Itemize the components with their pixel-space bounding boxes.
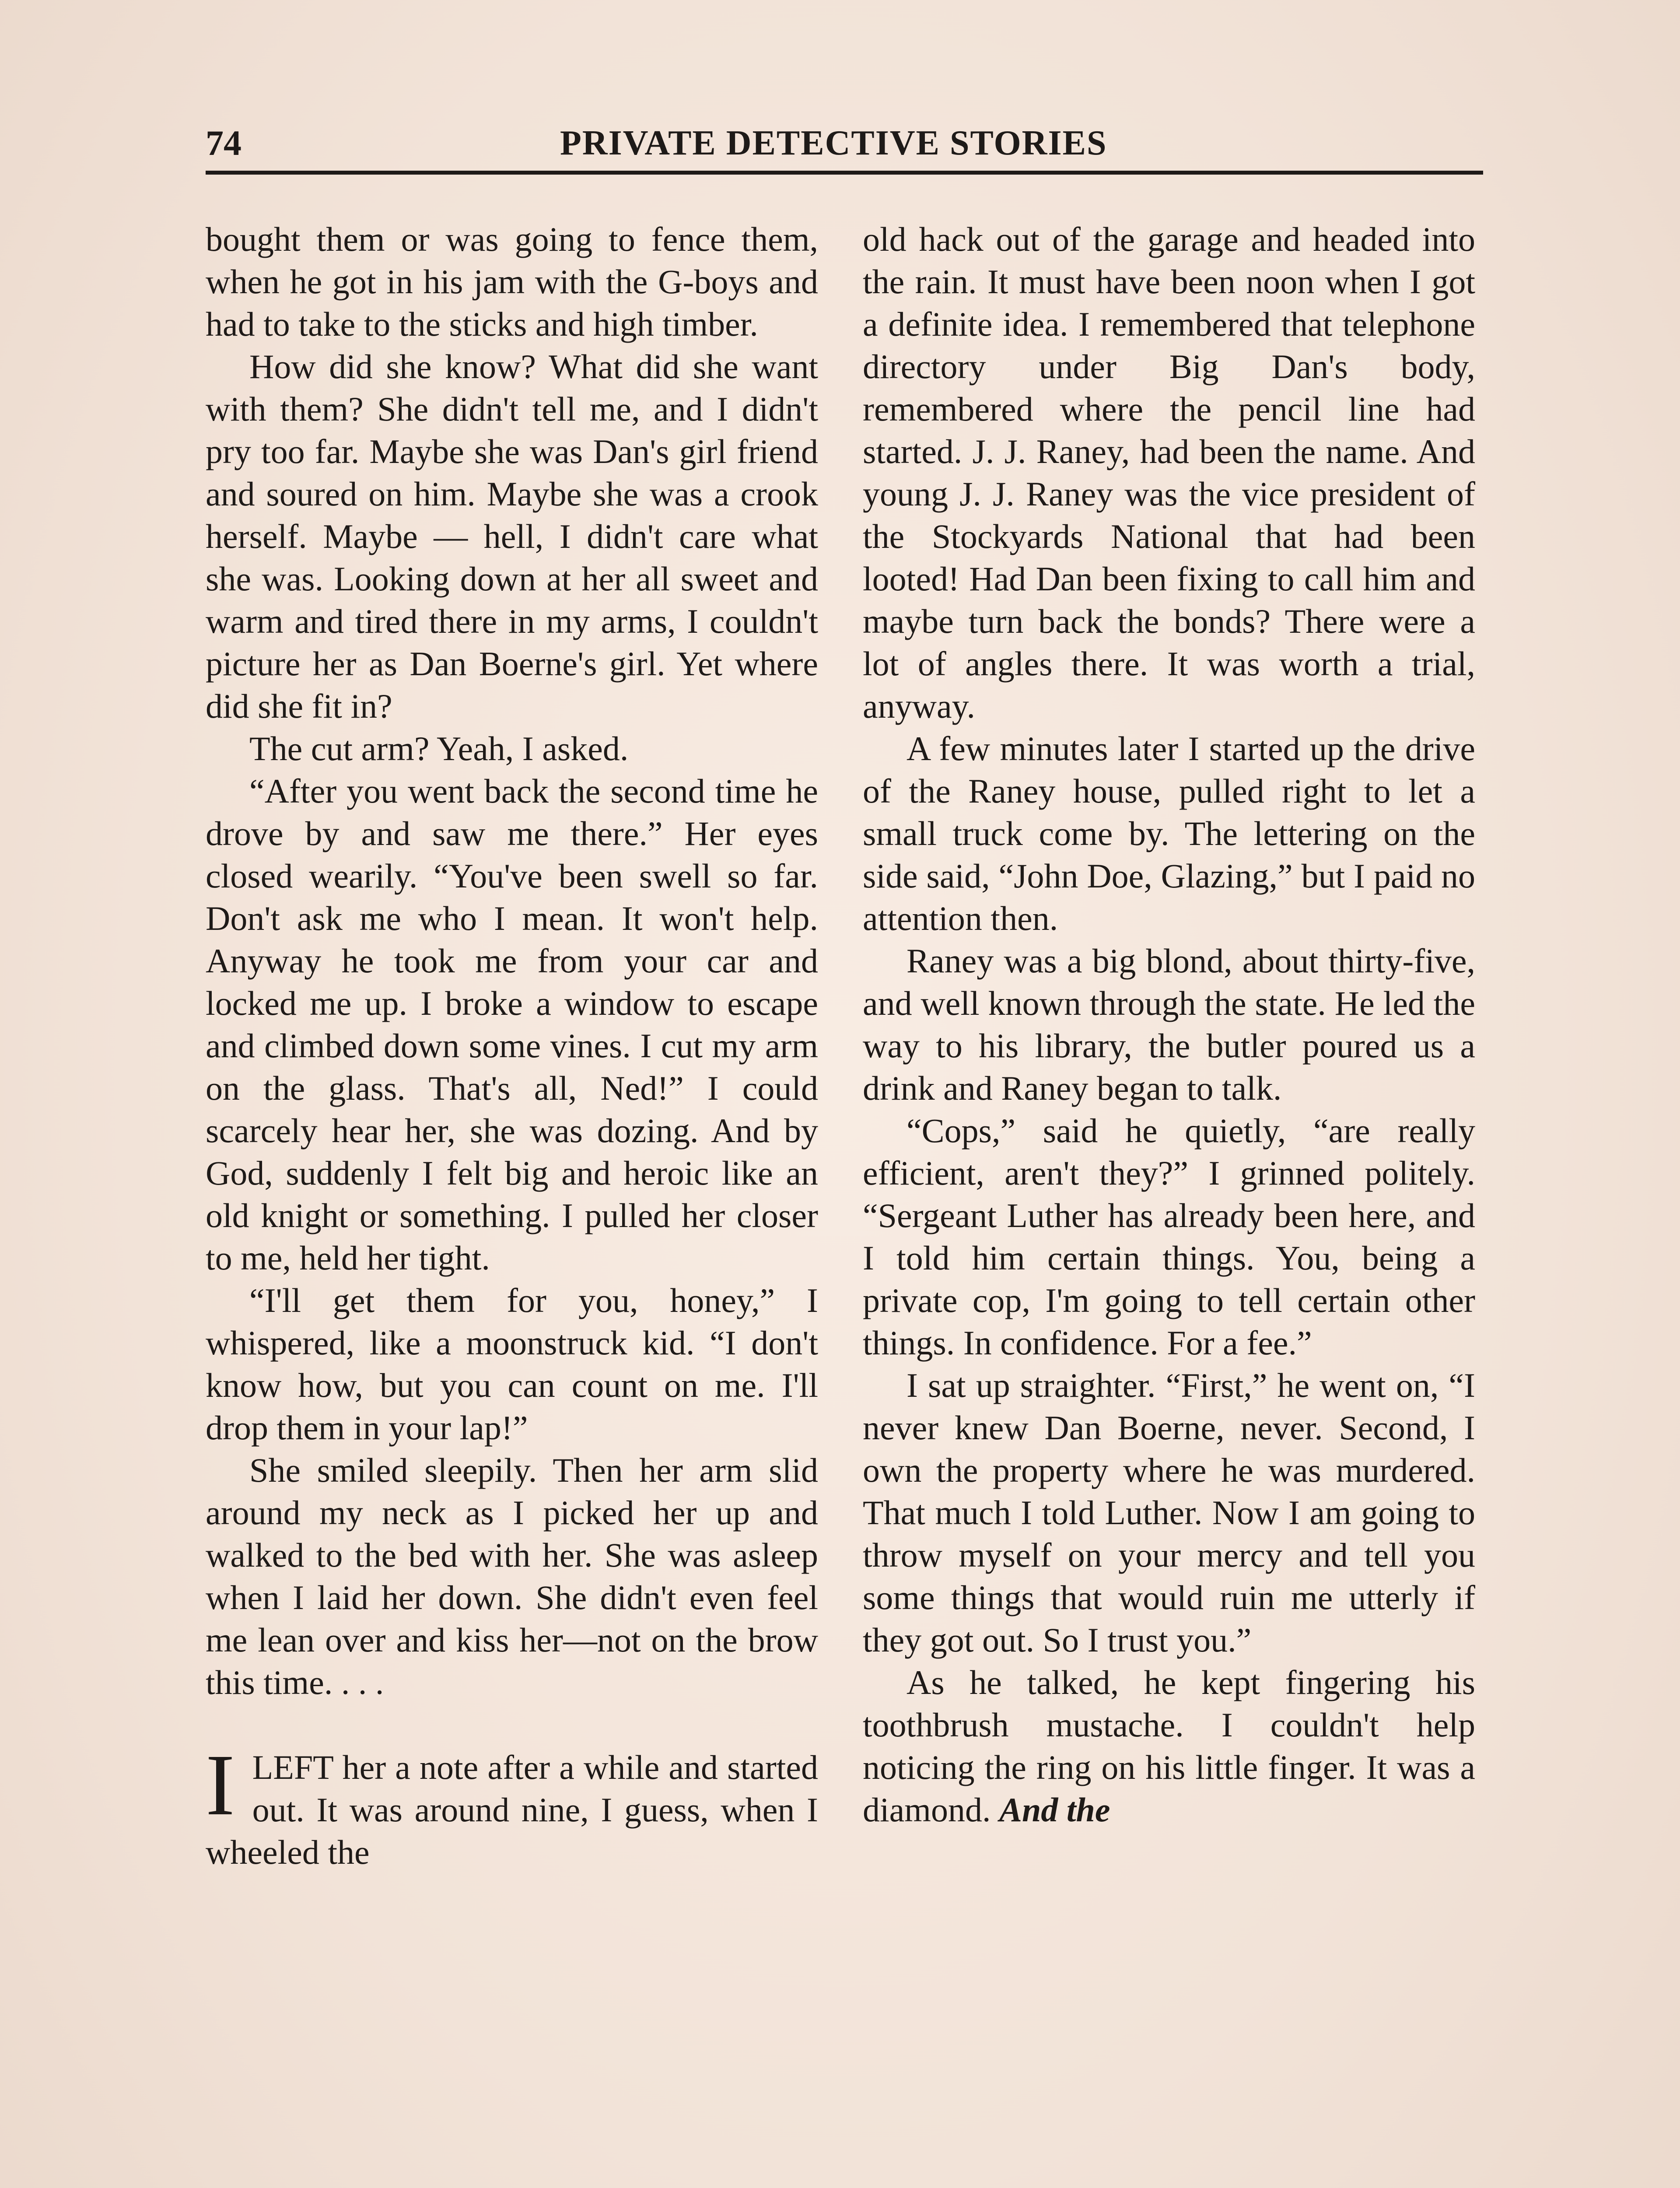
paragraph: She smiled sleepily. Then her arm slid around my neck as I picked her up and walked to the bed with her. She was asleep when I laid her down. She didn't even feel me lean over and kiss her—not on the brow this time. . . . <box>206 1451 818 1701</box>
right-column <box>863 218 1475 1831</box>
paragraph: How did she know? What did she want with them? She didn't tell me, and I didn't pry too far. Maybe she was Dan's girl friend and soured on him. Maybe she was a crook herself. Maybe — hell, I didn't care what she was. Looking down at her all sweet and warm and tired there in my arms, I couldn't picture her as Dan Boerne's girl. Yet where did she fit in? <box>206 347 818 725</box>
header-rule <box>206 171 1483 175</box>
paragraph: old hack out of the garage and headed into the rain. It must have been noon when I got a definite idea. I remembered that telephone directory under Big Dan's body, remembered where the pencil line had started. J. J. Raney, had been the name. And young J. J. Raney was the vice president of the Stockyards National that had been looted! Had Dan been fixing to call him and maybe turn back the bonds? There were a lot of angles there. It was worth a trial, anyway. <box>863 220 1475 725</box>
left-column <box>206 218 818 1873</box>
paragraph: bought them or was going to fence them, when he got in his jam with the G-boys and had to take to the sticks and high timber. <box>206 220 818 343</box>
paragraph: I sat up straighter. “First,” he went on, “I never knew Dan Boerne, never. Second, I own the property where he was murdered. That much I told Luther. Now I am going to throw myself on your mercy and tell you some things that would ruin me utterly if they got out. So I trust you.” <box>863 1366 1475 1659</box>
paragraph-dropcap <box>206 1737 818 1873</box>
page-header <box>206 119 1483 167</box>
paragraph-text: As he talked, he kept fingering his toothbrush mustache. I couldn't help noticing the ring on his little finger. It was a diamond. <box>863 1663 1475 1829</box>
italic-continuation: And the <box>999 1791 1110 1829</box>
paragraph: A few minutes later I started up the drive of the Raney house, pulled right to let a small truck come by. The lettering on the side said, “John Doe, Glazing,” but I paid no attention then. <box>863 729 1475 937</box>
paragraph-text: LEFT her a note after a while and started out. It was around nine, I guess, when I wheeled the <box>206 1748 818 1871</box>
drop-cap: I <box>206 1737 235 1834</box>
running-title: PRIVATE DETECTIVE STORIES <box>560 124 1107 162</box>
paragraph: “I'll get them for you, honey,” I whispered, like a moonstruck kid. “I don't know how, but you can count on me. I'll drop them in your lap!” <box>206 1281 818 1447</box>
paragraph: “Cops,” said he quietly, “are really efficient, aren't they?” I grinned politely. “Sergeant Luther has already been here, and I told him certain things. You, being a private cop, I'm going to tell certain other things. In confidence. For a fee.” <box>863 1112 1475 1362</box>
paragraph: The cut arm? Yeah, I asked. <box>249 729 629 768</box>
paragraph: Raney was a big blond, about thirty-five, and well known through the state. He led the way to his library, the butler poured us a drink and Raney began to talk. <box>863 942 1475 1107</box>
paragraph <box>863 1661 1475 1831</box>
page-number: 74 <box>206 123 242 163</box>
paragraph: “After you went back the second time he drove by and saw me there.” Her eyes closed wearily. “You've been swell so far. Don't ask me who I mean. It won't help. Anyway he took me from your car and locked me up. I broke a window to escape and climbed down some vines. I cut my arm on the glass. That's all, Ned!” I could scarcely hear her, she was dozing. And by God, suddenly I felt big and heroic like an old knight or something. I pulled her closer to me, held her tight. <box>206 772 818 1277</box>
